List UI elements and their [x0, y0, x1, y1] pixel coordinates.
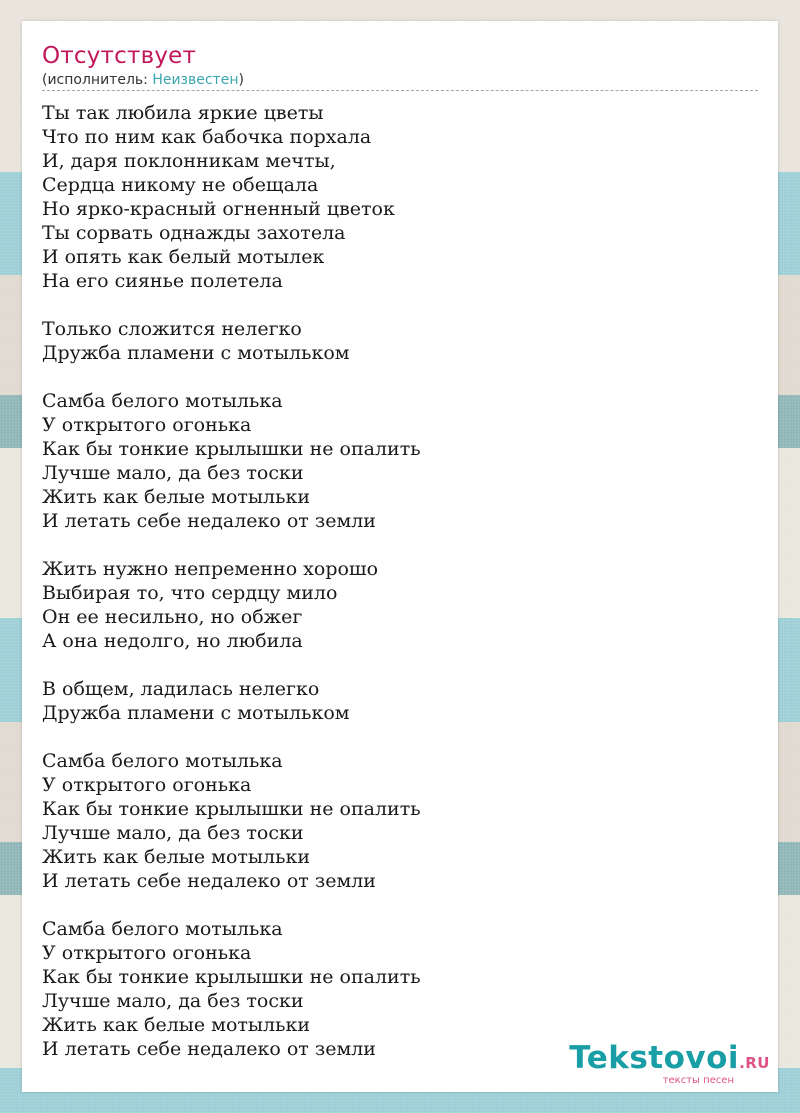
lyric-line: И летать себе недалеко от земли: [42, 870, 376, 892]
lyric-line: И летать себе недалеко от земли: [42, 1038, 376, 1060]
lyric-line: Сердца никому не обещала: [42, 174, 319, 196]
stanza-break: [42, 725, 421, 749]
stanza-break: [42, 365, 421, 389]
logo-wordmark: [569, 1042, 770, 1079]
artist-suffix: ): [238, 72, 244, 88]
lyric-line: В общем, ладилась нелегко: [42, 678, 320, 700]
logo-tld: .RU: [739, 1054, 770, 1072]
lyric-line: Самба белого мотылька: [42, 390, 283, 412]
lyric-line: У открытого огонька: [42, 774, 252, 796]
lyric-line: Жить нужно непременно хорошо: [42, 558, 379, 580]
lyric-line: Выбирая то, что сердцу мило: [42, 582, 338, 604]
lyric-line: Лучше мало, да без тоски: [42, 822, 304, 844]
lyrics-card: [22, 21, 778, 1092]
lyric-line: Дружба пламени с мотыльком: [42, 342, 350, 364]
lyric-line: Лучше мало, да без тоски: [42, 990, 304, 1012]
lyric-line: Как бы тонкие крылышки не опалить: [42, 798, 421, 820]
lyric-line: Ты сорвать однажды захотела: [42, 222, 346, 244]
lyric-line: Жить как белые мотыльки: [42, 846, 310, 868]
lyric-line: Дружба пламени с мотыльком: [42, 702, 350, 724]
lyric-line: Что по ним как бабочка порхала: [42, 126, 372, 148]
stanza-break: [42, 533, 421, 557]
lyric-line: У открытого огонька: [42, 942, 252, 964]
lyrics-text: [42, 101, 421, 1061]
lyric-line: Ты так любила яркие цветы: [42, 102, 324, 124]
site-logo[interactable]: [569, 1042, 770, 1086]
song-title: Отсутствует: [42, 43, 197, 69]
lyric-line: И, даря поклонникам мечты,: [42, 150, 336, 172]
lyric-line: И опять как белый мотылек: [42, 246, 325, 268]
lyric-line: Самба белого мотылька: [42, 750, 283, 772]
lyric-line: Он ее несильно, но обжег: [42, 606, 303, 628]
lyric-line: Лучше мало, да без тоски: [42, 462, 304, 484]
logo-subtitle: тексты песен: [662, 1075, 734, 1086]
lyric-line: И летать себе недалеко от земли: [42, 510, 376, 532]
lyric-line: Жить как белые мотыльки: [42, 1014, 310, 1036]
lyric-line: Только сложится нелегко: [42, 318, 302, 340]
lyric-line: Как бы тонкие крылышки не опалить: [42, 438, 421, 460]
logo-main-text: Tekstovoi: [569, 1040, 740, 1076]
lyric-line: Как бы тонкие крылышки не опалить: [42, 966, 421, 988]
stanza-break: [42, 653, 421, 677]
lyric-line: Жить как белые мотыльки: [42, 486, 310, 508]
artist-prefix: (исполнитель:: [42, 72, 153, 88]
lyric-line: На его сиянье полетела: [42, 270, 283, 292]
stanza-break: [42, 293, 421, 317]
title-divider: [42, 90, 758, 91]
lyric-line: Самба белого мотылька: [42, 918, 283, 940]
stanza-break: [42, 893, 421, 917]
lyric-line: У открытого огонька: [42, 414, 252, 436]
artist-line: [42, 72, 244, 88]
artist-link[interactable]: Неизвестен: [152, 72, 239, 88]
lyric-line: Но ярко-красный огненный цветок: [42, 198, 395, 220]
lyric-line: А она недолго, но любила: [42, 630, 303, 652]
